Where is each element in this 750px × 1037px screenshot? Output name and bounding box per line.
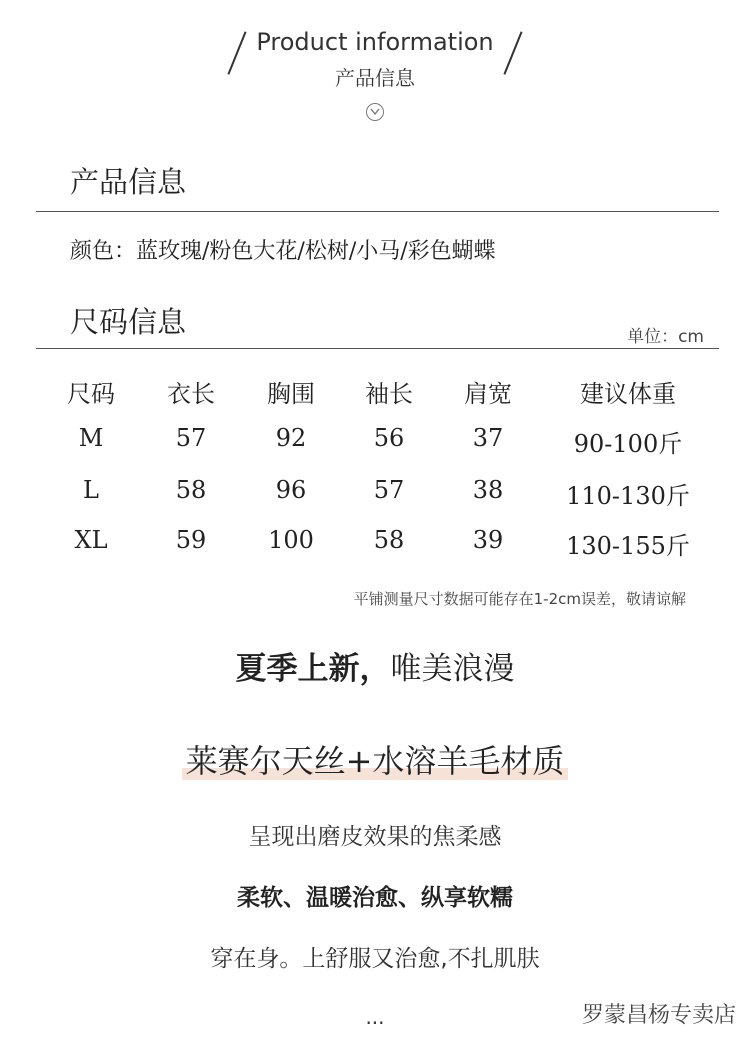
table-cell: 92 bbox=[275, 424, 307, 452]
material-text: 莱赛尔天丝+水溶羊毛材质 bbox=[185, 742, 565, 780]
table-cell: 90-100斤 bbox=[573, 430, 683, 458]
table-header-cell: 胸围 bbox=[267, 380, 315, 408]
divider bbox=[36, 211, 719, 212]
header-title-en: Product information bbox=[256, 28, 494, 56]
divider bbox=[36, 348, 719, 349]
shop-watermark: 罗蒙昌杨专卖店 bbox=[581, 1003, 736, 1028]
table-cell: 58 bbox=[373, 526, 405, 554]
promo-headline bbox=[0, 643, 750, 688]
table-cell: 96 bbox=[275, 476, 307, 504]
table-cell: M bbox=[78, 424, 104, 452]
size-info-title: 尺码信息 bbox=[70, 305, 187, 339]
table-header-cell: 肩宽 bbox=[464, 380, 512, 408]
table-cell: 58 bbox=[175, 476, 207, 504]
chevron-down-circle-icon bbox=[366, 103, 384, 121]
material-title bbox=[182, 736, 569, 782]
table-header-cell: 建议体重 bbox=[580, 380, 676, 408]
table-cell: 39 bbox=[472, 526, 504, 554]
material-wrap bbox=[0, 736, 750, 782]
table-cell: 100 bbox=[268, 526, 314, 554]
ellipsis: ... bbox=[365, 1005, 385, 1029]
table-cell: 110-130斤 bbox=[566, 482, 690, 510]
table-cell: L bbox=[83, 476, 99, 504]
table-cell: 59 bbox=[175, 526, 207, 554]
product-info-title: 产品信息 bbox=[70, 165, 187, 199]
table-header-cell: 袖长 bbox=[365, 380, 413, 408]
table-header-cell: 尺码 bbox=[67, 380, 115, 408]
table-cell: 57 bbox=[175, 424, 207, 452]
promo-headline-rest: 唯美浪漫 bbox=[390, 651, 515, 687]
table-cell: XL bbox=[74, 526, 108, 554]
colors-line: 颜色：蓝玫瑰/粉色大花/松树/小马/彩色蝴蝶 bbox=[70, 239, 496, 264]
unit-label: 单位：cm bbox=[627, 327, 704, 347]
table-cell: 37 bbox=[472, 424, 504, 452]
desc-line-3: 穿在身。上舒服又治愈,不扎肌肤 bbox=[210, 946, 540, 972]
promo-headline-bold: 夏季上新， bbox=[235, 651, 391, 687]
table-cell: 130-155斤 bbox=[566, 532, 690, 560]
desc-line-2: 柔软、温暖治愈、纵享软糯 bbox=[237, 885, 513, 911]
table-cell: 57 bbox=[373, 476, 405, 504]
table-cell: 56 bbox=[373, 424, 405, 452]
table-header-cell: 衣长 bbox=[167, 380, 215, 408]
measurement-note: 平铺测量尺寸数据可能存在1-2cm误差，敬请谅解 bbox=[353, 590, 686, 608]
table-cell: 38 bbox=[472, 476, 504, 504]
header-title-cn: 产品信息 bbox=[335, 66, 415, 90]
desc-line-1: 呈现出磨皮效果的焦柔感 bbox=[248, 824, 502, 850]
